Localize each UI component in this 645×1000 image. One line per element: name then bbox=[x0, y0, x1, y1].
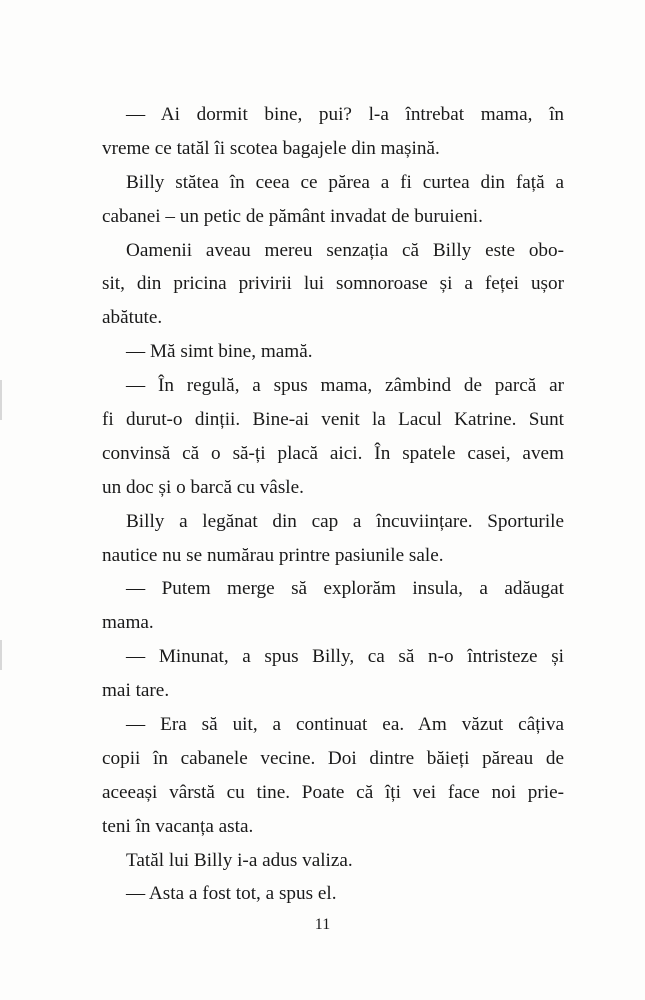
text-line: Tatăl lui Billy i-a adus valiza. bbox=[126, 849, 353, 871]
text-line: teni în vacanța asta. bbox=[102, 815, 254, 837]
text-line: — În regulă, a spus mama, zâmbind de parcă ar bbox=[126, 375, 564, 397]
text-line: vreme ce tatăl îi scotea bagajele din mașină. bbox=[102, 137, 440, 159]
text-line: mama. bbox=[102, 612, 154, 634]
text-line: Oamenii aveau mereu senzația că Billy este obo- bbox=[126, 239, 564, 261]
page-edge-shadow bbox=[0, 640, 2, 670]
text-line: cabanei – un petic de pământ invadat de buruieni. bbox=[102, 205, 483, 227]
text-line: sit, din pricina privirii lui somnoroase și a feței ușor bbox=[102, 273, 564, 295]
page-edge-shadow bbox=[0, 380, 2, 420]
text-line: — Minunat, a spus Billy, ca să n-o întristeze și bbox=[126, 646, 564, 668]
text-line: — Era să uit, a continuat ea. Am văzut câțiva bbox=[126, 714, 564, 736]
text-line: aceeași vârstă cu tine. Poate că îți vei face noi prie- bbox=[102, 781, 564, 803]
text-line: Billy stătea în ceea ce părea a fi curtea din față a bbox=[126, 171, 564, 193]
text-line: nautice nu se numărau printre pasiunile sale. bbox=[102, 544, 444, 566]
text-line: fi durut-o dinții. Bine-ai venit la Lacul Katrine. Sunt bbox=[102, 409, 564, 431]
text-line: mai tare. bbox=[102, 680, 170, 702]
body-text bbox=[102, 98, 564, 911]
text-line: — Ai dormit bine, pui? l-a întrebat mama, în bbox=[126, 104, 564, 125]
text-line: copii în cabanele vecine. Doi dintre băieți păreau de bbox=[102, 747, 564, 769]
text-line: abătute. bbox=[102, 307, 163, 329]
text-line: — Putem merge să explorăm insula, a adăugat bbox=[126, 578, 564, 600]
page-number: 11 bbox=[314, 916, 331, 933]
text-line: — Mă simt bine, mamă. bbox=[126, 341, 313, 363]
text-line: convinsă că o să-ți placă aici. În spatele casei, avem bbox=[102, 442, 564, 464]
text-line: — Asta a fost tot, a spus el. bbox=[126, 883, 337, 905]
text-line: Billy a legănat din cap a încuviințare. Sporturile bbox=[126, 510, 564, 532]
text-line: un doc și o barcă cu vâsle. bbox=[102, 476, 304, 498]
